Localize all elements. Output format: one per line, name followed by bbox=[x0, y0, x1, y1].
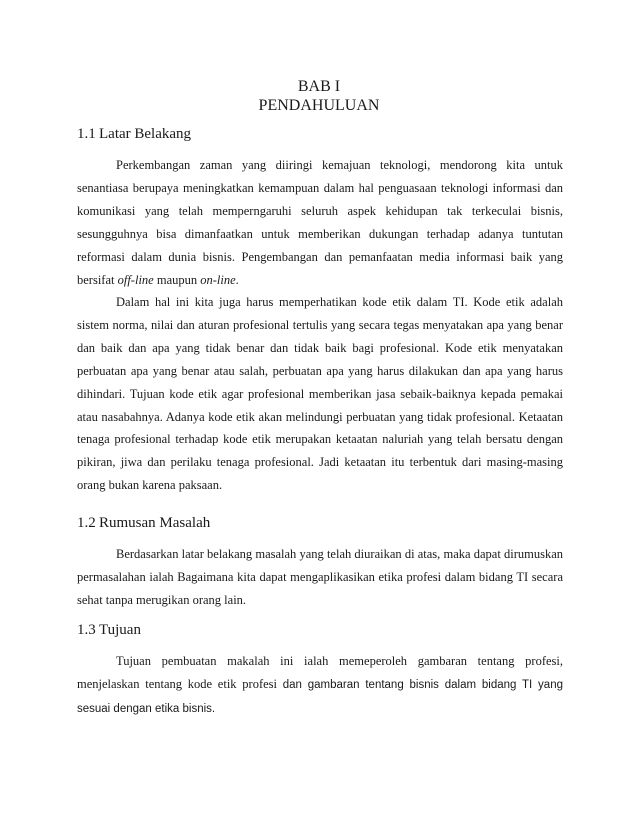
section-title: Rumusan Masalah bbox=[99, 515, 211, 531]
section-heading-latar-belakang bbox=[77, 125, 191, 143]
section-heading-tujuan bbox=[77, 621, 141, 639]
paragraph-text: Perkembangan zaman yang diiringi kemajuan teknologi, mendorong kita untuk senantiasa berupaya meningkatkan kemampuan dalam hal penguasaan teknologi informasi dan komunikasi yang telah memperngaruhi seluruh aspek kehidupan tak terkeculai bisnis, sesungguhnya bisa dimanfaatkan untuk memberikan dukungan terhadap adanya tuntutan reformasi dalam dunia bisnis. Pengembangan dan pemanfaatan media informasi baik yang bersifat bbox=[77, 158, 563, 287]
italic-term-online: on-line bbox=[200, 272, 236, 287]
chapter-number: BAB I bbox=[297, 78, 341, 95]
paragraph-text: . bbox=[235, 272, 239, 287]
italic-term-offline: off-line bbox=[117, 272, 154, 287]
section-number: 1.3 bbox=[77, 622, 96, 638]
paragraph-latar-belakang-1 bbox=[77, 154, 563, 291]
section-number: 1.2 bbox=[77, 515, 96, 531]
section-title: Tujuan bbox=[99, 622, 141, 638]
paragraph-text: maupun bbox=[153, 272, 201, 287]
paragraph-latar-belakang-2: Dalam hal ini kita juga harus memperhatikan kode etik dalam TI. Kode etik adalah sistem norma, nilai dan aturan profesional tertulis yang secara tegas menyatakan apa yang benar dan baik dan apa yang tidak benar dan tidak baik bagi profesional. Kode etik menyatakan perbuatan apa yang benar atau salah, perbuatan apa yang harus dilakukan dan apa yang harus dihindari. Tujuan kode etik agar profesional memberikan jasa sebaik-baiknya kepada pemakai atau nasabahnya. Adanya kode etik akan melindungi perbuatan yang tidak profesional. Ketaatan tenaga profesional terhadap kode etik merupakan ketaatan naluriah yang telah bersatu dengan pikiran, jiwa dan perilaku tenaga profesional. Jadi ketaatan itu terbentuk dari masing-masing orang bukan karena paksaan. bbox=[77, 295, 563, 493]
chapter-title: PENDAHULUAN bbox=[258, 97, 380, 114]
section-title: Latar Belakang bbox=[99, 126, 192, 142]
section-heading-rumusan-masalah bbox=[77, 514, 210, 532]
paragraph-tujuan bbox=[77, 650, 563, 721]
paragraph-text-sans: dan gambaran tentang bisnis dalam bidang TI yang sesuai dengan etika bisnis. bbox=[77, 678, 563, 715]
paragraph-text: Tujuan pembuatan makalah ini ialah memeperoleh gambaran tentang profesi, menjelaskan tentang kode etik profesi bbox=[77, 654, 563, 691]
paragraph-rumusan-masalah: Berdasarkan latar belakang masalah yang telah diuraikan di atas, maka dapat dirumuskan permasalahan ialah Bagaimana kita dapat mengaplikasikan etika profesi dalam bidang TI secara sehat tanpa merugikan orang lain. bbox=[77, 547, 563, 607]
section-number: 1.1 bbox=[77, 126, 96, 142]
